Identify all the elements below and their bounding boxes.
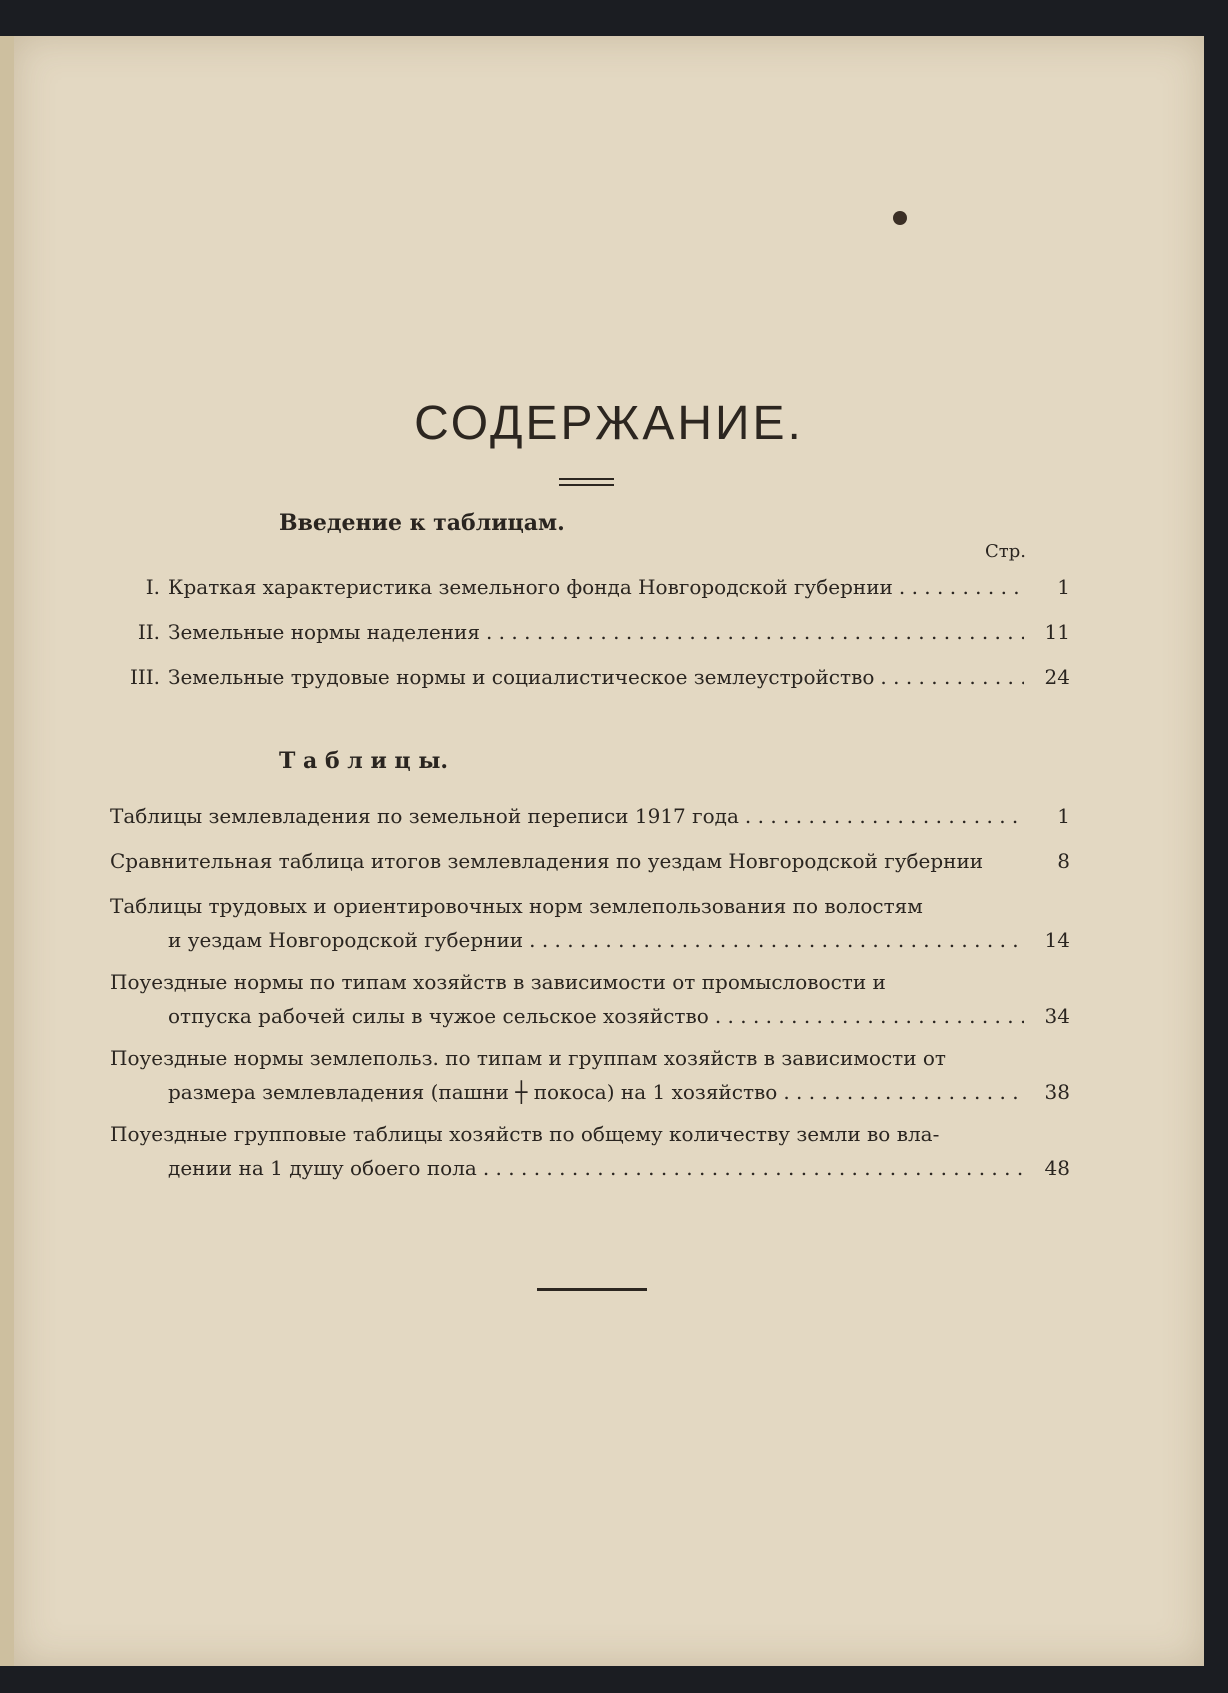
toc-entry-table-1 xyxy=(110,799,1070,833)
entry-title-line2: отпуска рабочей силы в чужое сельское хозяйство xyxy=(168,1004,709,1028)
entry-title-line1: Поуездные нормы землепольз. по типам и группам хозяйств в зависимости от xyxy=(110,1046,946,1070)
entry-title-line1: Поуездные групповые таблицы хозяйств по общему количеству земли во вла- xyxy=(110,1122,940,1146)
toc-entry-intro-3 xyxy=(110,660,1070,694)
toc-entry-table-6 xyxy=(110,1117,1070,1185)
entry-title: Таблицы землевладения по земельной переписи 1917 года xyxy=(110,804,739,828)
toc-entry-table-3 xyxy=(110,889,1070,957)
entry-numeral: I. xyxy=(145,575,160,599)
entry-title-line2: и уездам Новгородской губернии xyxy=(168,928,524,952)
entry-page: 48 xyxy=(1044,1156,1070,1180)
entry-page: 11 xyxy=(1044,620,1070,644)
entry-title: Земельные трудовые нормы и социалистическое землеустройство xyxy=(168,665,875,689)
toc-entry-table-2 xyxy=(110,844,1070,878)
dot-leader xyxy=(783,1075,1024,1109)
dot-leader xyxy=(745,799,1024,833)
title-double-rule xyxy=(559,478,614,486)
ink-speck xyxy=(893,211,907,225)
entry-title: Сравнительная таблица итогов землевладения по уездам Новгородской губернии xyxy=(110,849,984,873)
entry-page: 8 xyxy=(1057,849,1070,873)
dot-leader xyxy=(899,570,1024,604)
entry-page: 24 xyxy=(1044,665,1070,689)
dot-leader xyxy=(715,999,1024,1033)
entry-page: 34 xyxy=(1044,1004,1070,1028)
entry-title-line2: дении на 1 душу обоего пола xyxy=(168,1156,477,1180)
entry-page: 14 xyxy=(1044,928,1070,952)
intro-heading: Введение к таблицам. xyxy=(279,510,565,536)
page-column-label: Стр. xyxy=(985,541,1026,562)
closing-rule xyxy=(537,1288,647,1291)
tables-heading: Т а б л и ц ы. xyxy=(279,748,449,774)
entry-page: 1 xyxy=(1057,804,1070,828)
entry-numeral: II. xyxy=(137,620,160,644)
toc-entry-intro-1 xyxy=(110,570,1070,604)
entry-numeral: III. xyxy=(129,665,160,689)
entry-title-line1: Таблицы трудовых и ориентировочных норм землепользования по волостям xyxy=(110,894,923,918)
toc-entry-table-5 xyxy=(110,1041,1070,1109)
entry-title: Краткая характеристика земельного фонда Новгородской губернии xyxy=(168,575,893,599)
toc-entry-table-4 xyxy=(110,965,1070,1033)
page-title: СОДЕРЖАНИЕ. xyxy=(414,397,804,450)
entry-title-line1: Поуездные нормы по типам хозяйств в зависимости от промысловости и xyxy=(110,970,886,994)
dot-leader xyxy=(529,923,1024,957)
entry-page: 1 xyxy=(1057,575,1070,599)
entry-title: Земельные нормы наделения xyxy=(168,620,480,644)
entry-title-line2: размера землевладения (пашни ┼ покоса) на 1 хозяйство xyxy=(168,1080,778,1104)
toc-entry-intro-2 xyxy=(110,615,1070,649)
entry-page: 38 xyxy=(1044,1080,1070,1104)
page xyxy=(14,36,1204,1666)
dot-leader xyxy=(483,1151,1024,1185)
dot-leader xyxy=(880,660,1024,694)
dot-leader xyxy=(486,615,1024,649)
